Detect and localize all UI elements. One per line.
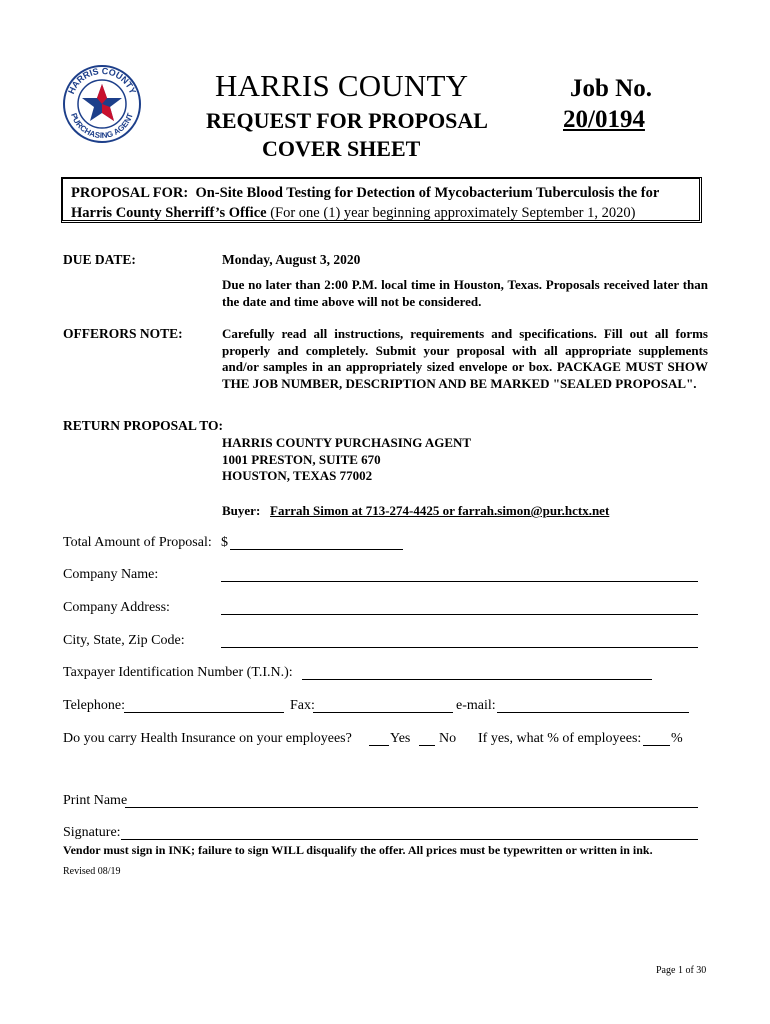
print-name-field[interactable] <box>125 807 698 808</box>
email-field[interactable] <box>497 712 689 713</box>
total-amount-symbol: $ <box>221 535 228 550</box>
fax-field[interactable] <box>313 712 453 713</box>
city-state-zip-field[interactable] <box>221 647 698 648</box>
job-number-label: Job No. <box>570 75 652 102</box>
due-date-note: Due no later than 2:00 P.M. local time in Houston, Texas. Proposals received later than the date and time above will not be considered. <box>222 277 708 309</box>
offerors-note-text: Carefully read all instructions, requirements and specifications. Fill out all forms properly and completely. Submit your proposal with all appropriate supplements and/or samples in an appropriately sized envelope or box. PACKAGE MUST SHOW THE JOB NUMBER, DESCRIPTION AND BE MARKED "SEALED PROPOSAL". <box>222 326 708 391</box>
harris-county-seal <box>62 64 142 144</box>
print-name-label: Print Name <box>63 793 128 808</box>
company-address-label: Company Address: <box>63 600 170 615</box>
fax-label: Fax: <box>290 698 315 713</box>
telephone-label: Telephone: <box>63 698 125 713</box>
company-address-field[interactable] <box>221 614 698 615</box>
due-date-label: DUE DATE: <box>63 252 136 267</box>
percent-question: If yes, what % of employees: <box>478 731 642 746</box>
buyer-label: Buyer: <box>222 503 261 518</box>
offerors-note-label: OFFERORS NOTE: <box>63 326 183 341</box>
insurance-no-field[interactable] <box>419 745 435 746</box>
proposal-office: Harris County Sherriff’s Office <box>71 205 267 221</box>
svg-text:PURCHASING AGENT <box>69 112 135 140</box>
percent-field[interactable] <box>643 745 670 746</box>
return-address-line1: HARRIS COUNTY PURCHASING AGENT <box>222 435 472 450</box>
signature-label: Signature: <box>63 825 121 840</box>
due-date-value: Monday, August 3, 2020 <box>222 252 361 267</box>
proposal-term: (For one (1) year beginning approximately September 1, 2020) <box>270 205 636 221</box>
return-proposal-label: RETURN PROPOSAL TO: <box>63 418 224 433</box>
company-name-label: Company Name: <box>63 567 159 582</box>
email-label: e-mail: <box>456 698 496 713</box>
page-subtitle-rfp: REQUEST FOR PROPOSAL <box>206 108 488 133</box>
page-title: HARRIS COUNTY <box>215 68 469 103</box>
revised-date: Revised 08/19 <box>63 866 121 877</box>
total-amount-label: Total Amount of Proposal: <box>63 535 212 550</box>
percent-sign: % <box>671 731 683 746</box>
insurance-question: Do you carry Health Insurance on your employees? <box>63 731 352 746</box>
seal-top-text: HARRIS COUNTY <box>66 65 138 96</box>
proposal-description: On-Site Blood Testing for Detection of Mycobacterium Tuberculosis the for <box>195 185 660 201</box>
page-number: Page 1 of 30 <box>656 965 707 976</box>
tin-field[interactable] <box>302 679 652 680</box>
tin-label: Taxpayer Identification Number (T.I.N.): <box>63 665 293 680</box>
proposal-label: PROPOSAL FOR: <box>71 185 189 201</box>
return-address-line3: HOUSTON, TEXAS 77002 <box>222 468 373 483</box>
company-name-field[interactable] <box>221 581 698 582</box>
proposal-box <box>61 177 702 223</box>
total-amount-field[interactable] <box>230 549 403 550</box>
signature-field[interactable] <box>121 839 698 840</box>
vendor-note: Vendor must sign in INK; failure to sign WILL disqualify the offer. All prices must be typewritten or written in ink. <box>63 843 653 857</box>
insurance-yes-label: Yes <box>390 731 411 746</box>
telephone-field[interactable] <box>124 712 284 713</box>
insurance-no-label: No <box>439 731 457 746</box>
buyer-contact[interactable]: Farrah Simon at 713-274-4425 or farrah.simon@pur.hctx.net <box>270 503 610 518</box>
city-state-zip-label: City, State, Zip Code: <box>63 633 185 648</box>
seal-bottom-text: PURCHASING AGENT <box>69 111 135 141</box>
return-address-line2: 1001 PRESTON, SUITE 670 <box>222 452 381 467</box>
job-number: 20/0194 <box>563 106 645 133</box>
page-subtitle-cover: COVER SHEET <box>262 136 421 161</box>
insurance-yes-field[interactable] <box>369 745 389 746</box>
buyer-line <box>222 503 609 519</box>
